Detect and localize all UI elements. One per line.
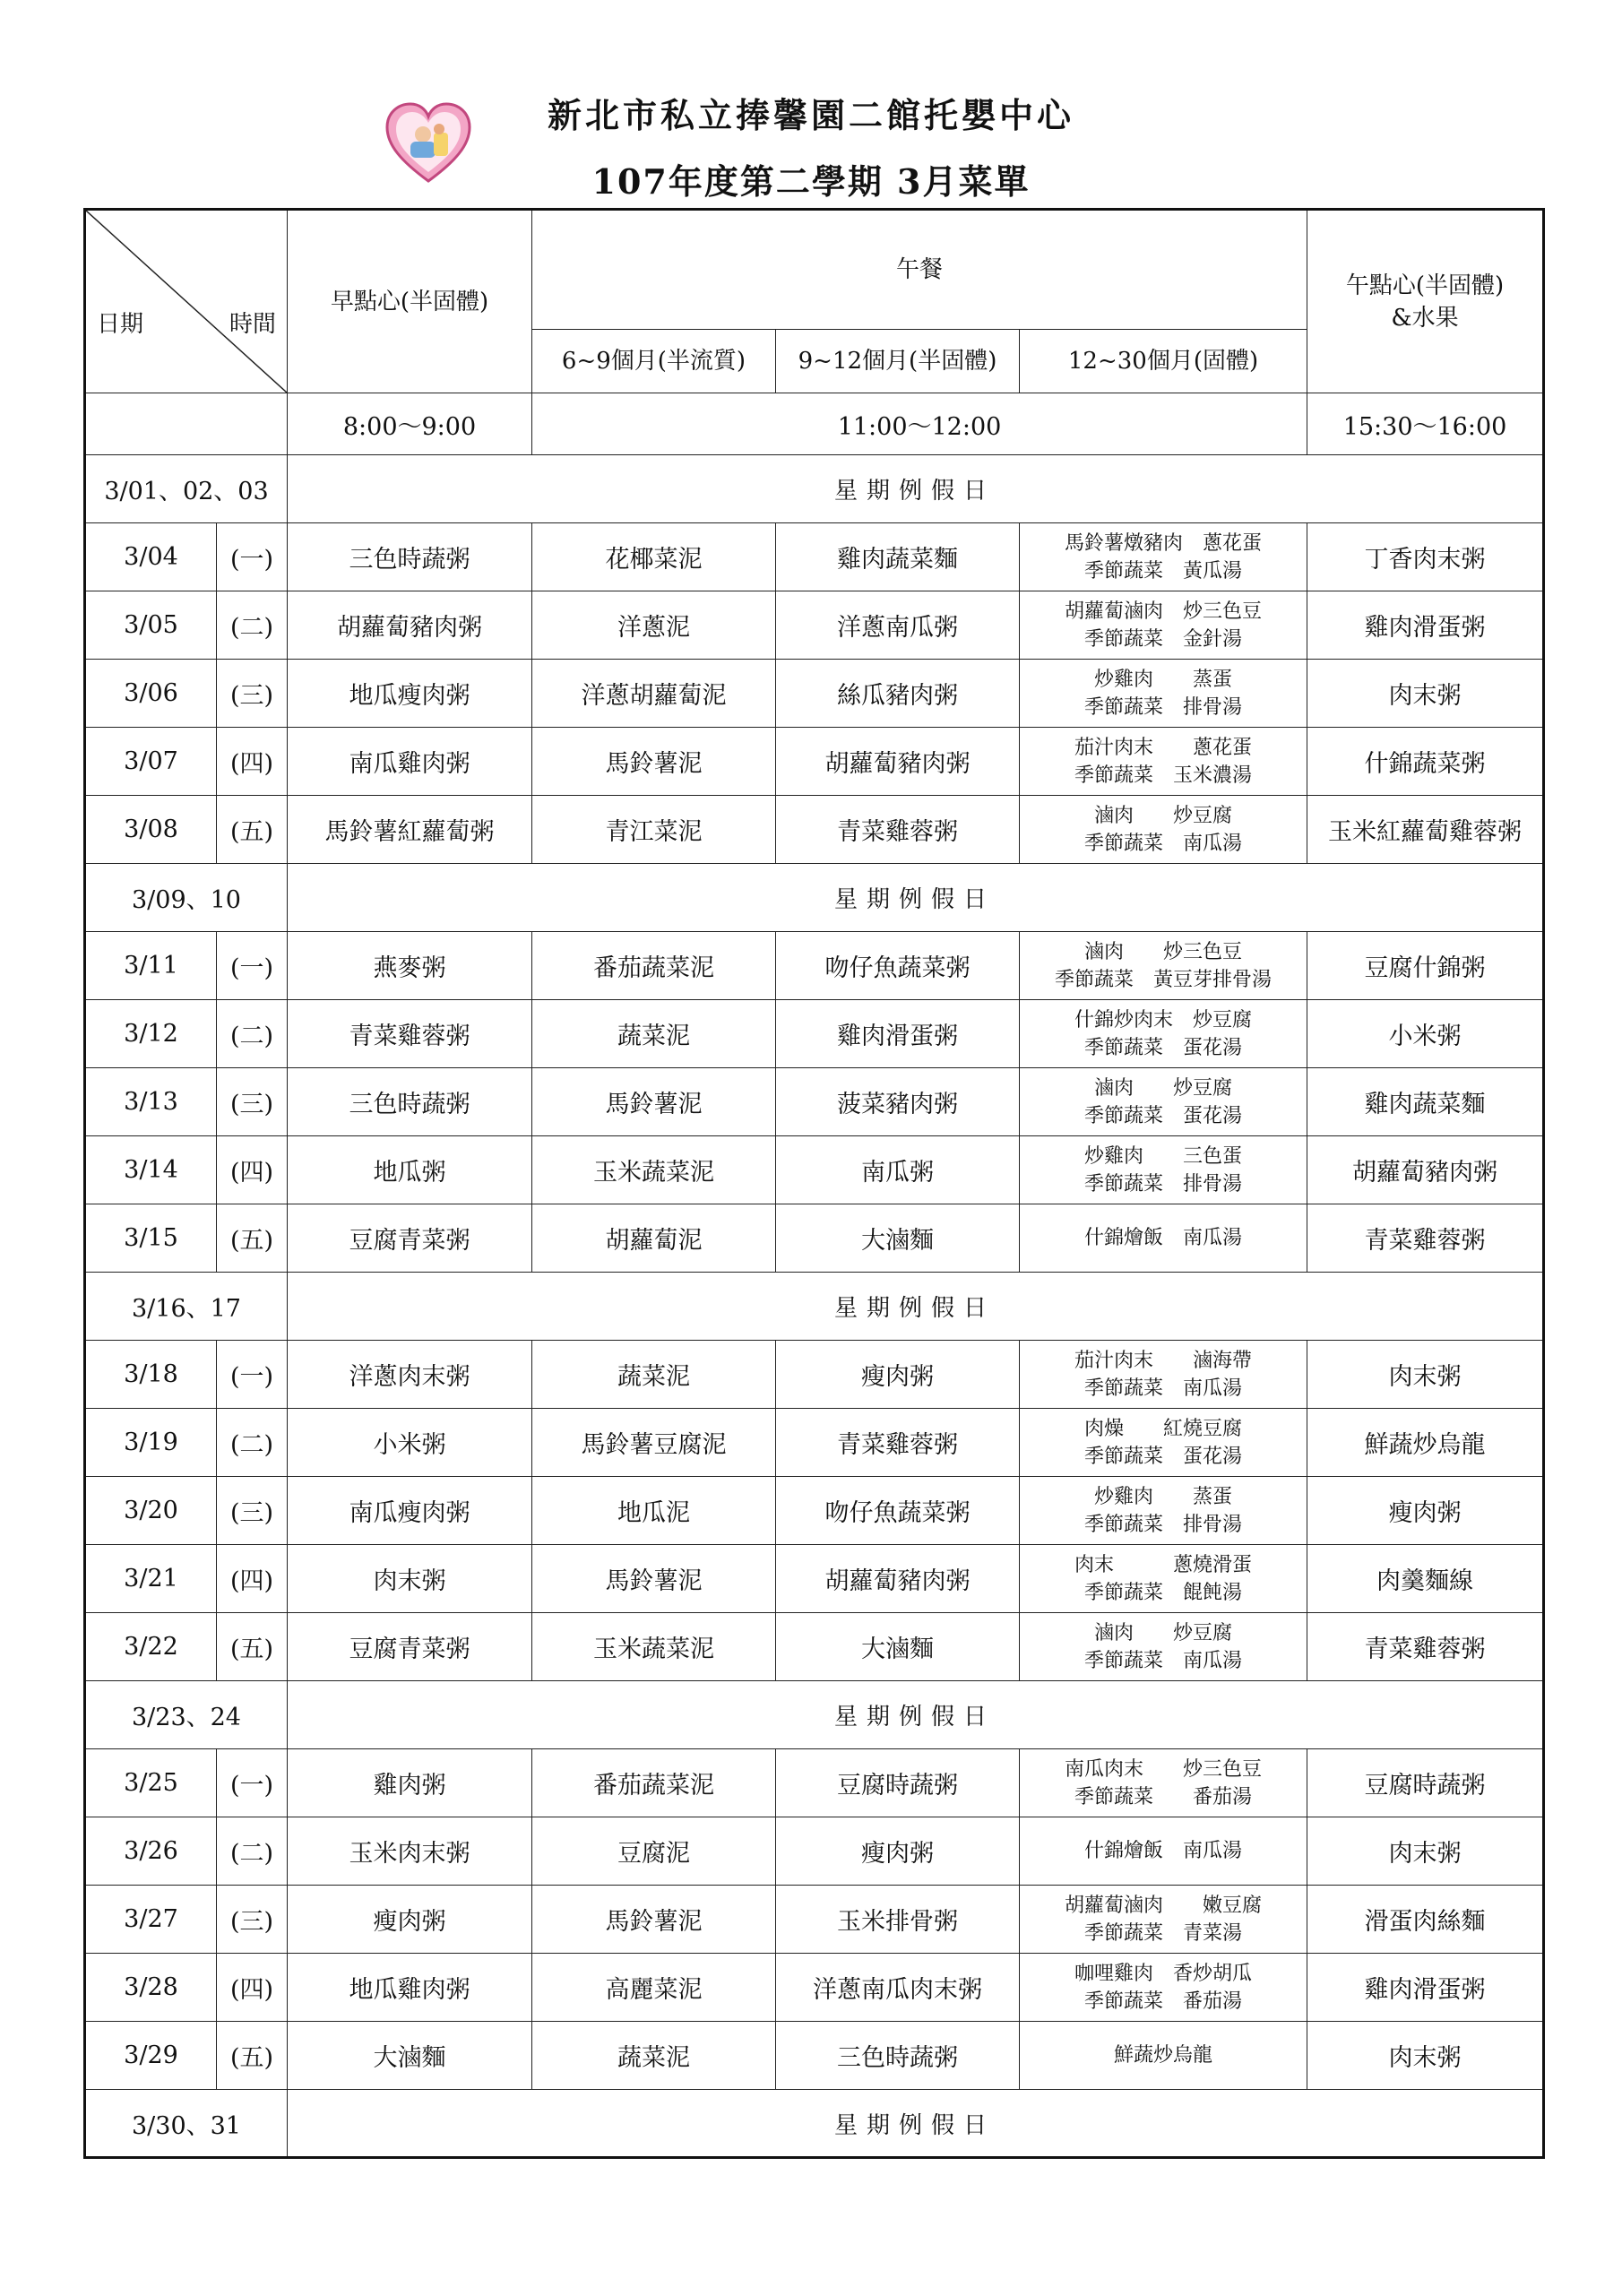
time-header-label: 時間 [229, 311, 276, 338]
date-cell: 3/20 [85, 1477, 217, 1545]
weekday-cell: (三) [217, 1477, 288, 1545]
monthly-menu-table [83, 208, 1545, 2159]
lunch-12-30-cell: 炒雞肉 三色蛋 季節蔬菜 排骨湯 [1020, 1136, 1307, 1204]
lunch-9-12-cell: 豆腐時蔬粥 [776, 1749, 1020, 1817]
lunch-12-30-cell: 什錦炒肉末 炒豆腐 季節蔬菜 蛋花湯 [1020, 1000, 1307, 1068]
snack-cell: 肉末粥 [1307, 2022, 1544, 2090]
weekday-cell: (一) [217, 523, 288, 591]
snack-cell: 雞肉滑蛋粥 [1307, 591, 1544, 660]
lunch-12-30-cell: 什錦燴飯 南瓜湯 [1020, 1204, 1307, 1273]
menu-day-row [85, 1204, 1544, 1273]
lunch-9-12-cell: 青菜雞蓉粥 [776, 1409, 1020, 1477]
lunch-12-30-cell: 胡蘿蔔滷肉 嫩豆腐 季節蔬菜 青菜湯 [1020, 1886, 1307, 1954]
lunch-9-12-cell: 洋蔥南瓜粥 [776, 591, 1020, 660]
lunch-12-30-months-header: 12~30個月(固體) [1020, 329, 1307, 393]
lunch-6-9-cell: 玉米蔬菜泥 [532, 1613, 776, 1681]
lunch-6-9-cell: 馬鈴薯豆腐泥 [532, 1409, 776, 1477]
weekday-cell: (三) [217, 1068, 288, 1136]
snack-cell: 小米粥 [1307, 1000, 1544, 1068]
date-cell: 3/11 [85, 932, 217, 1000]
lunch-6-9-cell: 胡蘿蔔泥 [532, 1204, 776, 1273]
holiday-row [85, 1273, 1544, 1341]
breakfast-cell: 洋蔥肉末粥 [288, 1341, 532, 1409]
breakfast-cell: 雞肉粥 [288, 1749, 532, 1817]
menu-period-subtitle: 107年度第二學期 3月菜單 [591, 161, 1031, 202]
breakfast-cell: 燕麥粥 [288, 932, 532, 1000]
holiday-label: 星期例假日 [288, 455, 1544, 523]
lunch-9-12-cell: 南瓜粥 [776, 1136, 1020, 1204]
weekday-cell: (二) [217, 591, 288, 660]
date-cell: 3/09、10 [85, 864, 288, 932]
date-cell: 3/15 [85, 1204, 217, 1273]
menu-day-row [85, 660, 1544, 728]
snack-cell: 雞肉蔬菜麵 [1307, 1068, 1544, 1136]
breakfast-cell: 三色時蔬粥 [288, 523, 532, 591]
lunch-6-9-cell: 馬鈴薯泥 [532, 1886, 776, 1954]
date-cell: 3/08 [85, 796, 217, 864]
lunch-9-12-cell: 胡蘿蔔豬肉粥 [776, 728, 1020, 796]
lunch-12-30-cell: 滷肉 炒豆腐 季節蔬菜 南瓜湯 [1020, 1613, 1307, 1681]
breakfast-cell: 地瓜瘦肉粥 [288, 660, 532, 728]
holiday-label: 星期例假日 [288, 2090, 1544, 2158]
lunch-12-30-cell: 南瓜肉末 炒三色豆 季節蔬菜 番茄湯 [1020, 1749, 1307, 1817]
menu-day-row [85, 591, 1544, 660]
lunch-12-30-cell: 茄汁肉末 蔥花蛋 季節蔬菜 玉米濃湯 [1020, 728, 1307, 796]
time-row-spacer [85, 393, 288, 455]
weekday-cell: (一) [217, 932, 288, 1000]
menu-day-row [85, 523, 1544, 591]
snack-cell: 豆腐什錦粥 [1307, 932, 1544, 1000]
breakfast-cell: 南瓜雞肉粥 [288, 728, 532, 796]
lunch-12-30-cell: 炒雞肉 蒸蛋 季節蔬菜 排骨湯 [1020, 660, 1307, 728]
menu-day-row [85, 728, 1544, 796]
date-cell: 3/26 [85, 1817, 217, 1886]
date-cell: 3/25 [85, 1749, 217, 1817]
date-cell: 3/06 [85, 660, 217, 728]
menu-day-row [85, 1817, 1544, 1886]
breakfast-cell: 小米粥 [288, 1409, 532, 1477]
menu-day-row [85, 1545, 1544, 1613]
breakfast-cell: 地瓜雞肉粥 [288, 1954, 532, 2022]
snack-cell: 青菜雞蓉粥 [1307, 1613, 1544, 1681]
holiday-label: 星期例假日 [288, 1273, 1544, 1341]
lunch-9-12-cell: 玉米排骨粥 [776, 1886, 1020, 1954]
lunch-6-9-cell: 馬鈴薯泥 [532, 1545, 776, 1613]
lunch-12-30-cell: 滷肉 炒三色豆 季節蔬菜 黃豆芽排骨湯 [1020, 932, 1307, 1000]
lunch-6-9-cell: 高麗菜泥 [532, 1954, 776, 2022]
date-cell: 3/01、02、03 [85, 455, 288, 523]
menu-day-row [85, 1068, 1544, 1136]
lunch-12-30-cell: 炒雞肉 蒸蛋 季節蔬菜 排骨湯 [1020, 1477, 1307, 1545]
snack-cell: 肉羹麵線 [1307, 1545, 1544, 1613]
menu-day-row [85, 1341, 1544, 1409]
lunch-6-9-cell: 番茄蔬菜泥 [532, 1749, 776, 1817]
lunch-6-9-cell: 洋蔥胡蘿蔔泥 [532, 660, 776, 728]
date-cell: 3/30、31 [85, 2090, 288, 2158]
lunch-9-12-cell: 瘦肉粥 [776, 1341, 1020, 1409]
snack-cell: 雞肉滑蛋粥 [1307, 1954, 1544, 2022]
lunch-12-30-cell: 胡蘿蔔滷肉 炒三色豆 季節蔬菜 金針湯 [1020, 591, 1307, 660]
lunch-9-12-cell: 菠菜豬肉粥 [776, 1068, 1020, 1136]
snack-cell: 滑蛋肉絲麵 [1307, 1886, 1544, 1954]
menu-day-row [85, 1886, 1544, 1954]
snack-cell: 青菜雞蓉粥 [1307, 1204, 1544, 1273]
lunch-9-12-cell: 雞肉滑蛋粥 [776, 1000, 1020, 1068]
lunch-12-30-cell: 馬鈴薯燉豬肉 蔥花蛋 季節蔬菜 黃瓜湯 [1020, 523, 1307, 591]
breakfast-header: 早點心(半固體) [288, 210, 532, 393]
menu-day-row [85, 796, 1544, 864]
date-cell: 3/23、24 [85, 1681, 288, 1749]
breakfast-cell: 胡蘿蔔豬肉粥 [288, 591, 532, 660]
lunch-6-9-cell: 青江菜泥 [532, 796, 776, 864]
lunch-9-12-cell: 大滷麵 [776, 1204, 1020, 1273]
date-cell: 3/28 [85, 1954, 217, 2022]
date-cell: 3/13 [85, 1068, 217, 1136]
lunch-12-30-cell: 肉末 蔥燒滑蛋 季節蔬菜 餛飩湯 [1020, 1545, 1307, 1613]
date-cell: 3/12 [85, 1000, 217, 1068]
weekday-cell: (四) [217, 1545, 288, 1613]
date-cell: 3/22 [85, 1613, 217, 1681]
lunch-6-9-cell: 蔬菜泥 [532, 2022, 776, 2090]
lunch-12-30-cell: 滷肉 炒豆腐 季節蔬菜 南瓜湯 [1020, 796, 1307, 864]
snack-cell: 丁香肉末粥 [1307, 523, 1544, 591]
lunch-12-30-cell: 什錦燴飯 南瓜湯 [1020, 1817, 1307, 1886]
lunch-9-12-cell: 瘦肉粥 [776, 1817, 1020, 1886]
snack-time: 15:30～16:00 [1307, 393, 1544, 455]
lunch-time: 11:00～12:00 [532, 393, 1307, 455]
lunch-6-9-months-header: 6~9個月(半流質) [532, 329, 776, 393]
menu-day-row [85, 932, 1544, 1000]
lunch-12-30-cell: 咖哩雞肉 香炒胡瓜 季節蔬菜 番茄湯 [1020, 1954, 1307, 2022]
holiday-row [85, 864, 1544, 932]
holiday-row [85, 2090, 1544, 2158]
weekday-cell: (三) [217, 1886, 288, 1954]
breakfast-cell: 南瓜瘦肉粥 [288, 1477, 532, 1545]
snack-cell: 胡蘿蔔豬肉粥 [1307, 1136, 1544, 1204]
menu-day-row [85, 1136, 1544, 1204]
breakfast-cell: 大滷麵 [288, 2022, 532, 2090]
lunch-6-9-cell: 地瓜泥 [532, 1477, 776, 1545]
holiday-row [85, 1681, 1544, 1749]
lunch-6-9-cell: 馬鈴薯泥 [532, 1068, 776, 1136]
breakfast-cell: 豆腐青菜粥 [288, 1204, 532, 1273]
lunch-9-12-months-header: 9~12個月(半固體) [776, 329, 1020, 393]
lunch-12-30-cell: 肉燥 紅燒豆腐 季節蔬菜 蛋花湯 [1020, 1409, 1307, 1477]
weekday-cell: (五) [217, 2022, 288, 2090]
weekday-cell: (二) [217, 1817, 288, 1886]
lunch-6-9-cell: 洋蔥泥 [532, 591, 776, 660]
snack-cell: 肉末粥 [1307, 1817, 1544, 1886]
weekday-cell: (三) [217, 660, 288, 728]
date-cell: 3/04 [85, 523, 217, 591]
afternoon-snack-header: 午點心(半固體) &水果 [1307, 210, 1544, 393]
snack-cell: 鮮蔬炒烏龍 [1307, 1409, 1544, 1477]
weekday-cell: (五) [217, 796, 288, 864]
menu-day-row [85, 1409, 1544, 1477]
lunch-9-12-cell: 大滷麵 [776, 1613, 1020, 1681]
menu-day-row [85, 1000, 1544, 1068]
snack-cell: 豆腐時蔬粥 [1307, 1749, 1544, 1817]
menu-day-row [85, 1954, 1544, 2022]
lunch-12-30-cell: 鮮蔬炒烏龍 [1020, 2022, 1307, 2090]
menu-day-row [85, 1613, 1544, 1681]
menu-day-row [85, 2022, 1544, 2090]
holiday-label: 星期例假日 [288, 864, 1544, 932]
holiday-label: 星期例假日 [288, 1681, 1544, 1749]
date-cell: 3/18 [85, 1341, 217, 1409]
weekday-cell: (一) [217, 1749, 288, 1817]
lunch-6-9-cell: 蔬菜泥 [532, 1000, 776, 1068]
snack-cell: 什錦蔬菜粥 [1307, 728, 1544, 796]
lunch-12-30-cell: 滷肉 炒豆腐 季節蔬菜 蛋花湯 [1020, 1068, 1307, 1136]
center-name-title: 新北市私立捧馨園二館托嬰中心 [547, 95, 1074, 135]
snack-cell: 瘦肉粥 [1307, 1477, 1544, 1545]
lunch-9-12-cell: 雞肉蔬菜麵 [776, 523, 1020, 591]
lunch-9-12-cell: 三色時蔬粥 [776, 2022, 1020, 2090]
date-cell: 3/21 [85, 1545, 217, 1613]
snack-cell: 肉末粥 [1307, 660, 1544, 728]
menu-day-row [85, 1477, 1544, 1545]
holiday-row [85, 455, 1544, 523]
snack-cell: 肉末粥 [1307, 1341, 1544, 1409]
date-header-label: 日期 [97, 311, 144, 338]
lunch-header: 午餐 [532, 210, 1307, 330]
breakfast-cell: 馬鈴薯紅蘿蔔粥 [288, 796, 532, 864]
weekday-cell: (四) [217, 1136, 288, 1204]
date-cell: 3/27 [85, 1886, 217, 1954]
weekday-cell: (五) [217, 1204, 288, 1273]
corner-header-cell [85, 210, 288, 393]
weekday-cell: (一) [217, 1341, 288, 1409]
weekday-cell: (四) [217, 1954, 288, 2022]
lunch-6-9-cell: 番茄蔬菜泥 [532, 932, 776, 1000]
menu-day-row [85, 1749, 1544, 1817]
lunch-9-12-cell: 絲瓜豬肉粥 [776, 660, 1020, 728]
breakfast-cell: 瘦肉粥 [288, 1886, 532, 1954]
lunch-9-12-cell: 青菜雞蓉粥 [776, 796, 1020, 864]
breakfast-cell: 玉米肉末粥 [288, 1817, 532, 1886]
lunch-6-9-cell: 花椰菜泥 [532, 523, 776, 591]
lunch-9-12-cell: 洋蔥南瓜肉末粥 [776, 1954, 1020, 2022]
date-cell: 3/07 [85, 728, 217, 796]
lunch-9-12-cell: 吻仔魚蔬菜粥 [776, 1477, 1020, 1545]
lunch-12-30-cell: 茄汁肉末 滷海帶 季節蔬菜 南瓜湯 [1020, 1341, 1307, 1409]
weekday-cell: (四) [217, 728, 288, 796]
lunch-9-12-cell: 吻仔魚蔬菜粥 [776, 932, 1020, 1000]
date-cell: 3/29 [85, 2022, 217, 2090]
breakfast-time: 8:00～9:00 [288, 393, 532, 455]
date-cell: 3/14 [85, 1136, 217, 1204]
weekday-cell: (二) [217, 1000, 288, 1068]
lunch-6-9-cell: 豆腐泥 [532, 1817, 776, 1886]
date-cell: 3/05 [85, 591, 217, 660]
breakfast-cell: 青菜雞蓉粥 [288, 1000, 532, 1068]
date-cell: 3/16、17 [85, 1273, 288, 1341]
breakfast-cell: 地瓜粥 [288, 1136, 532, 1204]
breakfast-cell: 豆腐青菜粥 [288, 1613, 532, 1681]
lunch-6-9-cell: 蔬菜泥 [532, 1341, 776, 1409]
lunch-6-9-cell: 馬鈴薯泥 [532, 728, 776, 796]
weekday-cell: (五) [217, 1613, 288, 1681]
lunch-6-9-cell: 玉米蔬菜泥 [532, 1136, 776, 1204]
snack-cell: 玉米紅蘿蔔雞蓉粥 [1307, 796, 1544, 864]
weekday-cell: (二) [217, 1409, 288, 1477]
breakfast-cell: 三色時蔬粥 [288, 1068, 532, 1136]
lunch-9-12-cell: 胡蘿蔔豬肉粥 [776, 1545, 1020, 1613]
date-cell: 3/19 [85, 1409, 217, 1477]
breakfast-cell: 肉末粥 [288, 1545, 532, 1613]
